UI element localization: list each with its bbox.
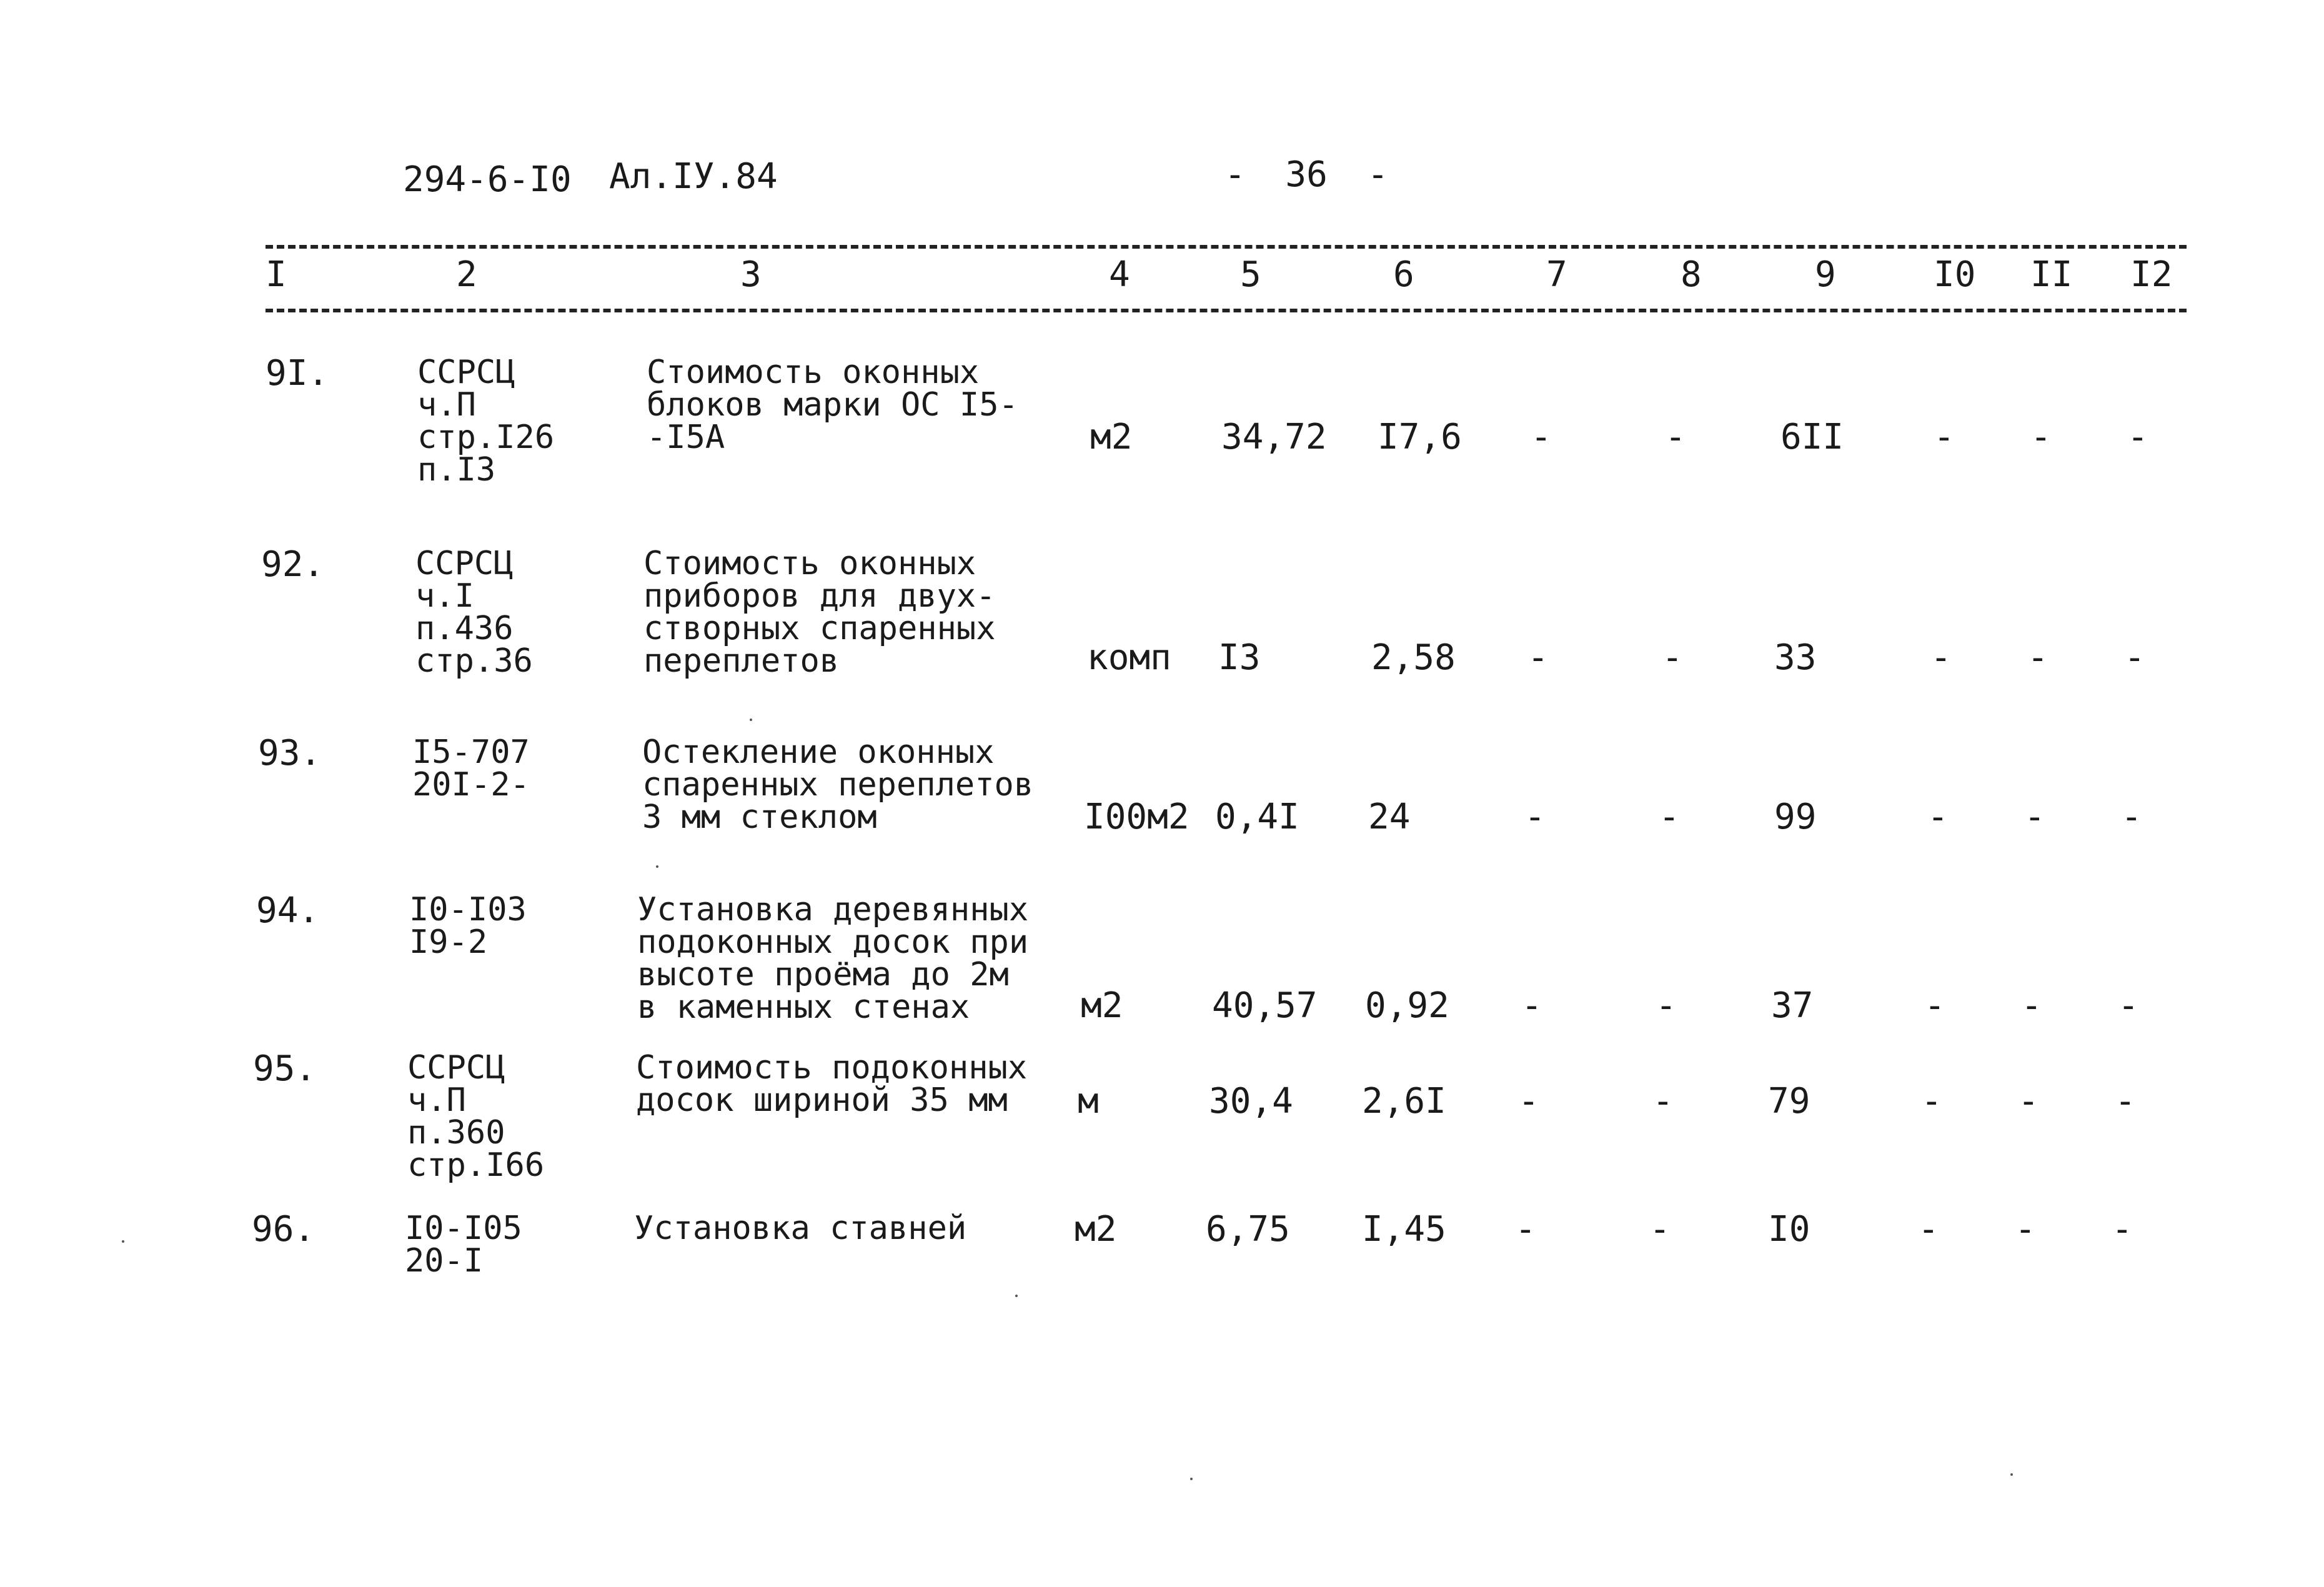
col-11-value: - — [2024, 797, 2045, 837]
col-7-value: - — [1521, 985, 1542, 1026]
col-6-value: 2,58 — [1371, 637, 1456, 678]
column-header-8: 8 — [1681, 254, 1702, 295]
col-5-value: I3 — [1218, 637, 1261, 678]
description: Стоимость оконных блоков марки ОС I5- -I5A — [647, 354, 1018, 456]
row-number: 9I. — [266, 353, 329, 394]
row-number: 96. — [252, 1209, 315, 1250]
col-10-value: - — [1924, 985, 1945, 1026]
document-code: 294-6-I0 — [403, 159, 572, 200]
col-10-value: - — [1934, 417, 1955, 457]
unit: I00м2 — [1084, 797, 1189, 837]
col-12-value: - — [2118, 985, 2139, 1026]
col-10-value: - — [1930, 637, 1952, 678]
col-7-value: - — [1518, 1081, 1539, 1122]
column-header-6: 6 — [1393, 254, 1414, 295]
description: Установка деревянных подоконных досок при высоте проёма до 2м в каменных стенах — [637, 891, 1029, 1026]
col-9-value: 79 — [1768, 1081, 1810, 1122]
col-8-value: - — [1649, 1209, 1671, 1250]
col-12-value: - — [2121, 797, 2142, 837]
reference: I0-I05 20-I — [405, 1210, 522, 1280]
col-6-value: 0,92 — [1365, 985, 1449, 1026]
col-5-value: 34,72 — [1221, 417, 1327, 457]
reference: ССРСЦ ч.П стр.I26 п.I3 — [417, 354, 555, 489]
col-10-value: - — [1921, 1081, 1942, 1122]
column-header-9: 9 — [1815, 254, 1836, 295]
col-9-value: 37 — [1771, 985, 1814, 1026]
column-header-2: 2 — [456, 254, 477, 295]
row-number: 93. — [258, 733, 322, 774]
col-8-value: - — [1656, 985, 1677, 1026]
column-header-1: I — [266, 254, 287, 295]
col-12-value: - — [2127, 417, 2148, 457]
scan-speck — [1190, 1478, 1193, 1480]
col-6-value: I7,6 — [1378, 417, 1462, 457]
description: Стоимость подоконных досок шириной 35 мм — [636, 1049, 1028, 1119]
col-8-value: - — [1665, 417, 1686, 457]
row-number: 94. — [256, 890, 320, 931]
reference: I5-707 20I-2- — [412, 734, 530, 803]
col-11-value: - — [2015, 1209, 2036, 1250]
col-9-value: 6II — [1780, 417, 1844, 457]
column-header-5: 5 — [1240, 254, 1261, 295]
unit: м2 — [1075, 1209, 1117, 1250]
table-top-rule — [266, 245, 2187, 249]
col-5-value: 6,75 — [1206, 1209, 1290, 1250]
table-header-rule — [266, 309, 2187, 312]
col-7-value: - — [1524, 797, 1546, 837]
reference: ССРСЦ ч.П п.360 стр.I66 — [407, 1049, 545, 1184]
scan-speck — [2010, 1473, 2013, 1476]
col-8-value: - — [1662, 637, 1683, 678]
column-header-12: I2 — [2130, 254, 2173, 295]
col-12-value: - — [2115, 1081, 2136, 1122]
col-8-value: - — [1659, 797, 1680, 837]
col-5-value: 0,4I — [1215, 797, 1299, 837]
col-6-value: 24 — [1368, 797, 1411, 837]
col-11-value: - — [2030, 417, 2052, 457]
col-10-value: - — [1918, 1209, 1939, 1250]
column-header-7: 7 — [1546, 254, 1567, 295]
reference: I0-I03 I9-2 — [409, 891, 527, 961]
col-11-value: - — [2027, 637, 2048, 678]
album-number: Ал.IУ.84 — [609, 156, 778, 197]
col-5-value: 40,57 — [1212, 985, 1318, 1026]
scan-speck — [750, 719, 752, 721]
column-header-10: I0 — [1934, 254, 1976, 295]
scan-speck — [122, 1240, 124, 1243]
column-header-4: 4 — [1109, 254, 1130, 295]
row-number: 92. — [261, 544, 325, 585]
scan-speck — [1015, 1295, 1018, 1297]
col-6-value: I,45 — [1362, 1209, 1446, 1250]
col-11-value: - — [2018, 1081, 2039, 1122]
column-header-11: II — [2030, 254, 2073, 295]
col-9-value: I0 — [1768, 1209, 1810, 1250]
column-header-3: 3 — [740, 254, 762, 295]
reference: ССРСЦ ч.I п.436 стр.36 — [415, 545, 533, 680]
col-10-value: - — [1927, 797, 1949, 837]
col-12-value: - — [2124, 637, 2145, 678]
unit: комп — [1087, 637, 1171, 678]
col-7-value: - — [1531, 417, 1552, 457]
col-9-value: 33 — [1774, 637, 1817, 678]
col-7-value: - — [1515, 1209, 1536, 1250]
description: Установка ставней — [634, 1210, 967, 1247]
col-9-value: 99 — [1774, 797, 1817, 837]
unit: м2 — [1090, 417, 1133, 457]
col-12-value: - — [2112, 1209, 2133, 1250]
scan-speck — [656, 865, 658, 868]
col-11-value: - — [2021, 985, 2042, 1026]
col-6-value: 2,6I — [1362, 1081, 1446, 1122]
row-number: 95. — [253, 1048, 317, 1089]
col-5-value: 30,4 — [1209, 1081, 1293, 1122]
unit: м2 — [1081, 985, 1123, 1026]
description: Остекление оконных спаренных переплетов 3 мм стеклом — [642, 734, 1034, 836]
page-number: - 36 - — [1224, 154, 1389, 195]
col-7-value: - — [1527, 637, 1549, 678]
col-8-value: - — [1652, 1081, 1674, 1122]
unit: м — [1078, 1081, 1099, 1122]
description: Стоимость оконных приборов для двух- створных спаренных переплетов — [643, 545, 996, 680]
